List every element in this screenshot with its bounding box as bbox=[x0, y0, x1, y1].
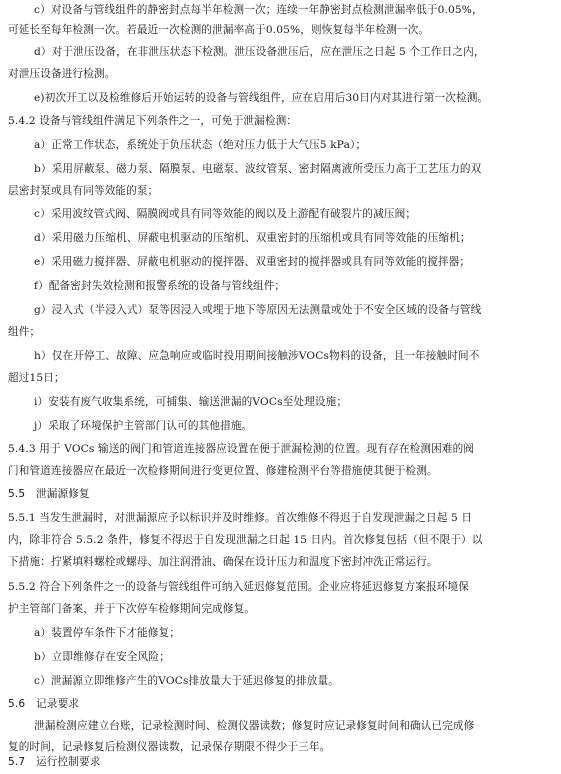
item-j-line: j）采取了环境保护主管部门认可的其他措施。 bbox=[34, 420, 253, 432]
item-b-line-2: 层密封泵或具有同等效能的泵； bbox=[8, 185, 159, 197]
item-b-line-1: b）采用屏蔽泵、磁力泵、隔膜泵、电磁泵、波纹管泵、密封隔离液所受压力高于工艺压力的双 bbox=[34, 163, 482, 175]
section-5-6-heading: 5.6 记录要求 bbox=[8, 698, 80, 710]
item-a3-line: a）装置停车条件下才能修复； bbox=[34, 627, 181, 639]
clause-5-5-1-line-3: 下措施：拧紧填料螺栓或螺母、加注润滑油、确保在设计压力和温度下密封冲洗正常运行。 bbox=[8, 556, 438, 568]
item-c-line-1: c）对设备与管线组件的静密封点每半年检测一次；连续一年静密封点检测泄漏率低于0.05%， bbox=[34, 4, 483, 16]
item-c-line-2: 可延长至每年检测一次。若最近一次检测的泄漏率高于0.05%，则恢复每半年检测一次。 bbox=[8, 24, 430, 36]
item-e-line: e)初次开工以及检维修后开始运转的设备与管线组件，应在启用后30日内对其进行第一次检测。 bbox=[34, 92, 489, 104]
clause-5-4-2-heading: 5.4.2 设备与管线组件满足下列条件之一，可免于泄漏检测： bbox=[8, 115, 298, 127]
item-d2-line: d）采用磁力压缩机、屏蔽电机驱动的压缩机、双重密封的压缩机或具有同等效能的压缩机； bbox=[34, 232, 471, 244]
section-5-5-heading: 5.5 泄漏源修复 bbox=[8, 488, 90, 500]
item-d-line-2: 对泄压设备进行检测。 bbox=[8, 68, 116, 80]
item-i-line: i）安装有废气收集系统，可捕集、输送泄漏的VOCs至处理设施； bbox=[34, 396, 348, 408]
item-g-line-2: 组件； bbox=[8, 326, 41, 338]
clause-5-4-3-line-2: 门和管道连接器应在最近一次检修期间进行变更位置、修建检测平台等措施使其便于检测。 bbox=[8, 465, 438, 477]
records-line-2: 复的时间，记录修复后检测仪器读数，记录保存期限不得少于三年。 bbox=[8, 741, 331, 753]
item-b3-line: b）立即维修存在安全风险； bbox=[34, 651, 170, 663]
section-5-7-heading: 5.7 运行控制要求 bbox=[8, 756, 101, 768]
item-g-line-1: g）浸入式（半浸入式）泵等因浸入或埋于地下等原因无法测量或处于不安全区域的设备与管线 bbox=[34, 304, 482, 316]
item-e2-line: e）采用磁力搅拌器、屏蔽电机驱动的搅拌器、双重密封的搅拌器或具有同等效能的搅拌器； bbox=[34, 256, 471, 268]
clause-5-4-3-line-1: 5.4.3 用于 VOCs 输送的阀门和管道连接器应设置在便于泄漏检测的位置。现有存在检测困难的阀 bbox=[8, 443, 475, 455]
clause-5-5-1-line-2: 内，除非符合 5.5.2 条件，修复不得迟于自发现泄漏之日起 15 日内。首次修复包括（但不限于）以 bbox=[8, 534, 483, 546]
item-a-line: a）正常工作状态，系统处于负压状态（绝对压力低于大气压5 kPa）； bbox=[34, 139, 367, 151]
item-d-line-1: d）对于泄压设备，在非泄压状态下检测。泄压设备泄压后，应在泄压之日起 5 个工作日之内， bbox=[34, 46, 485, 58]
item-f-line: f）配备密封失效检测和报警系统的设备与管线组件； bbox=[34, 280, 286, 292]
item-h-line-2: 超过15日； bbox=[8, 372, 65, 384]
records-line-1: 泄漏检测应建立台账，记录检测时间、检测仪器读数；修复时应记录修复时间和确认已完成修 bbox=[34, 720, 475, 732]
clause-5-5-1-line-1: 5.5.1 当发生泄漏时，对泄漏源应予以标识并及时维修。首次维修不得迟于自发现泄漏之日起 5 日 bbox=[8, 512, 473, 524]
item-c2-line: c）采用波纹管式阀、隔膜阀或具有同等效能的阀以及上游配有破裂片的减压阀； bbox=[34, 208, 417, 220]
clause-5-5-2-line-2: 护主管部门备案，并于下次停车检修期间完成修复。 bbox=[8, 603, 256, 615]
clause-5-5-2-line-1: 5.5.2 符合下列条件之一的设备与管线组件可纳入延迟修复范围。企业应将延迟修复方案报环境保 bbox=[8, 581, 469, 593]
item-c3-line: c）泄漏源立即维修产生的VOCs排放量大于延迟修复的排放量。 bbox=[34, 675, 339, 687]
item-h-line-1: h）仅在开停工、故障、应急响应或临时投用期间接触涉VOCs物料的设备，且一年接触时间不 bbox=[34, 350, 480, 362]
